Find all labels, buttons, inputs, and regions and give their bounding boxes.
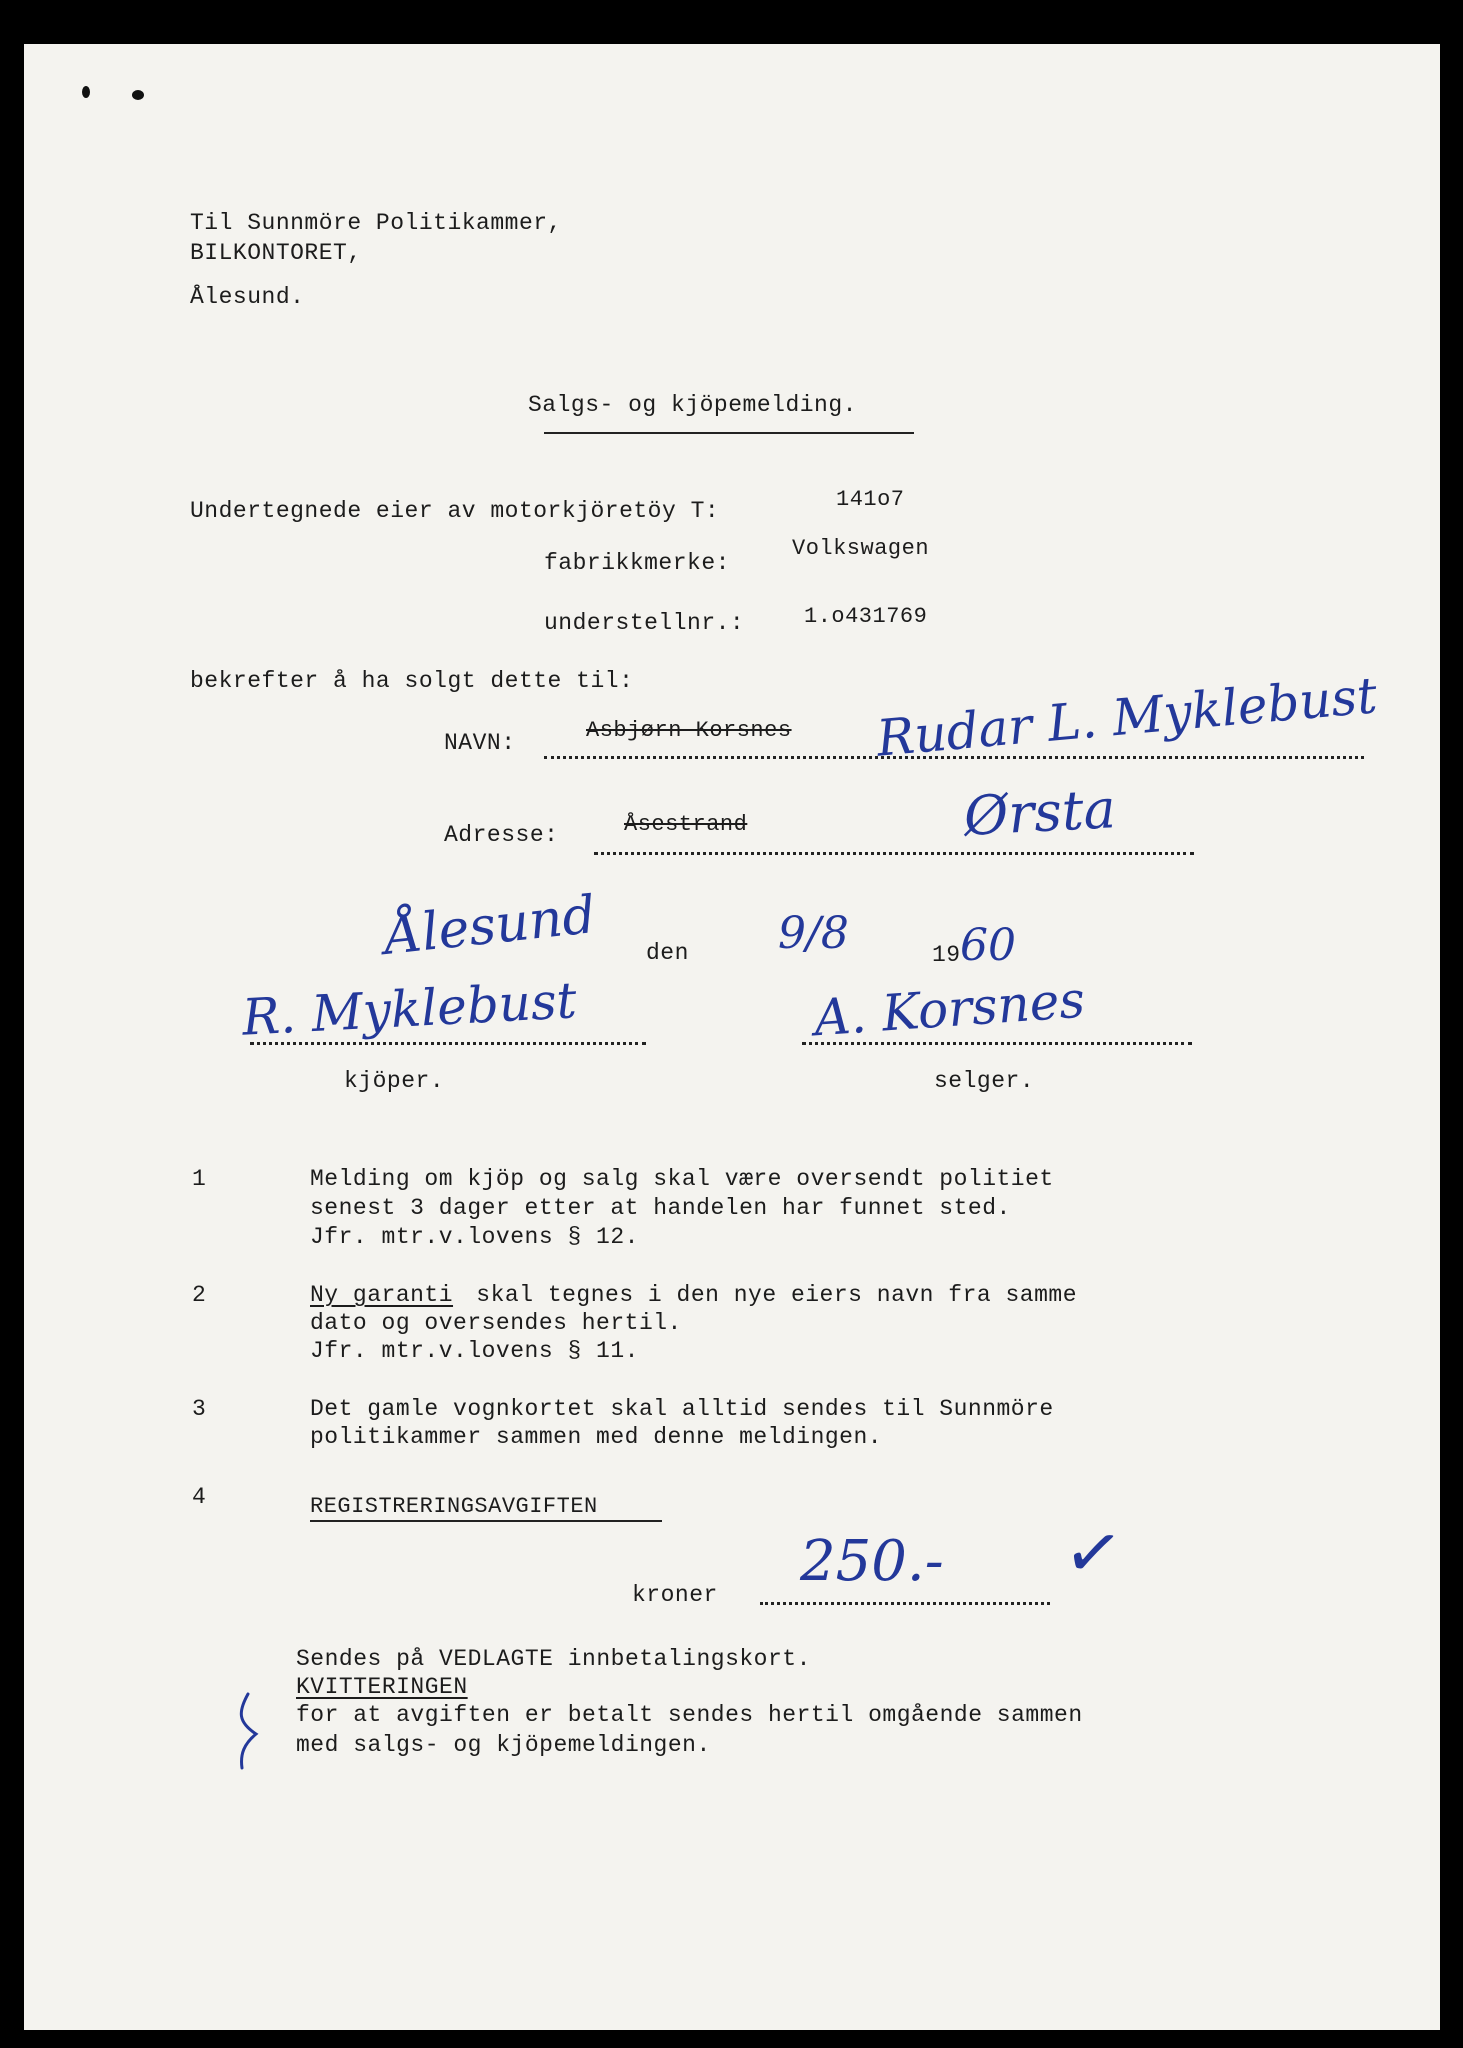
place-handwritten: Ålesund (381, 885, 599, 967)
rule-3-number: 3 (192, 1396, 207, 1422)
document-page (24, 44, 1440, 2030)
struck-address: Åsestrand (624, 812, 748, 837)
fee-dotted-line (760, 1602, 1050, 1605)
confirm-text: bekrefter å ha solgt dette til: (190, 668, 634, 694)
rule-2-number: 2 (192, 1282, 207, 1308)
chassis-label: understellnr.: (544, 610, 745, 636)
rule-3-line-2: politikammer sammen med denne meldingen. (310, 1424, 883, 1450)
buyer-label: kjöper. (344, 1068, 445, 1094)
recipient-city: Ålesund. (190, 284, 305, 310)
fee-amount-handwritten: 250.- (800, 1529, 944, 1594)
date-handwritten: 9/8 (778, 908, 849, 959)
corner-mark (132, 90, 144, 100)
name-label: NAVN: (444, 730, 516, 756)
rule-2-line-3: Jfr. mtr.v.lovens § 11. (310, 1338, 639, 1364)
buyer-signature: R. Myklebust (240, 971, 579, 1047)
fee-heading: REGISTRERINGSAVGIFTEN (310, 1494, 598, 1519)
buyer-name-handwritten: Rudar L. Myklebust (874, 666, 1380, 768)
recipient-line-2: BILKONTORET, (190, 240, 362, 266)
make-value: Volkswagen (792, 536, 930, 561)
make-label: fabrikkmerke: (544, 550, 730, 576)
rule-1-line-1: Melding om kjöp og salg skal være oversendt politiet (310, 1166, 1054, 1192)
check-mark: ✓ (1058, 1508, 1129, 1598)
chassis-value: 1.o431769 (804, 604, 928, 629)
year-handwritten: 60 (960, 920, 1016, 971)
struck-name: Asbjørn Korsnes (586, 718, 792, 743)
seller-signature: A. Korsnes (812, 970, 1087, 1048)
footer-line-4: med salgs- og kjöpemeldingen. (296, 1732, 711, 1758)
year-prefix: 19 (932, 942, 961, 968)
rule-1-number: 1 (192, 1166, 207, 1192)
vehicle-intro: Undertegnede eier av motorkjöretöy T: (190, 498, 720, 524)
seller-label: selger. (934, 1068, 1035, 1094)
rule-4-number: 4 (192, 1484, 207, 1510)
den-label: den (646, 940, 689, 966)
address-label: Adresse: (444, 822, 559, 848)
footer-line-3: for at avgiften er betalt sendes hertil omgående sammen (296, 1702, 1083, 1728)
document-title: Salgs- og kjöpemelding. (528, 392, 857, 418)
footer-kvittering: KVITTERINGEN (296, 1674, 468, 1700)
fee-heading-underline (310, 1520, 662, 1522)
margin-bracket-mark (230, 1692, 270, 1772)
rule-2-line-1: skal tegnes i den nye eiers navn fra samme (462, 1282, 1077, 1308)
registration-number: 141o7 (836, 487, 905, 512)
title-underline (544, 432, 914, 434)
fee-label: kroner (632, 1582, 718, 1608)
rule-3-line-1: Det gamle vognkortet skal alltid sendes til Sunnmöre (310, 1396, 1054, 1422)
corner-mark (82, 86, 90, 98)
rule-2-line-2: dato og oversendes hertil. (310, 1310, 682, 1336)
buyer-address-handwritten: Ørsta (962, 777, 1118, 848)
recipient-line-1: Til Sunnmöre Politikammer, (190, 210, 562, 236)
rule-2-underlined-term: Ny garanti (310, 1282, 454, 1308)
rule-1-line-2: senest 3 dager etter at handelen har funnet sted. (310, 1195, 1011, 1221)
footer-line-1: Sendes på VEDLAGTE innbetalingskort. (296, 1646, 811, 1672)
address-dotted-line (594, 852, 1194, 855)
rule-1-line-3: Jfr. mtr.v.lovens § 12. (310, 1224, 639, 1250)
